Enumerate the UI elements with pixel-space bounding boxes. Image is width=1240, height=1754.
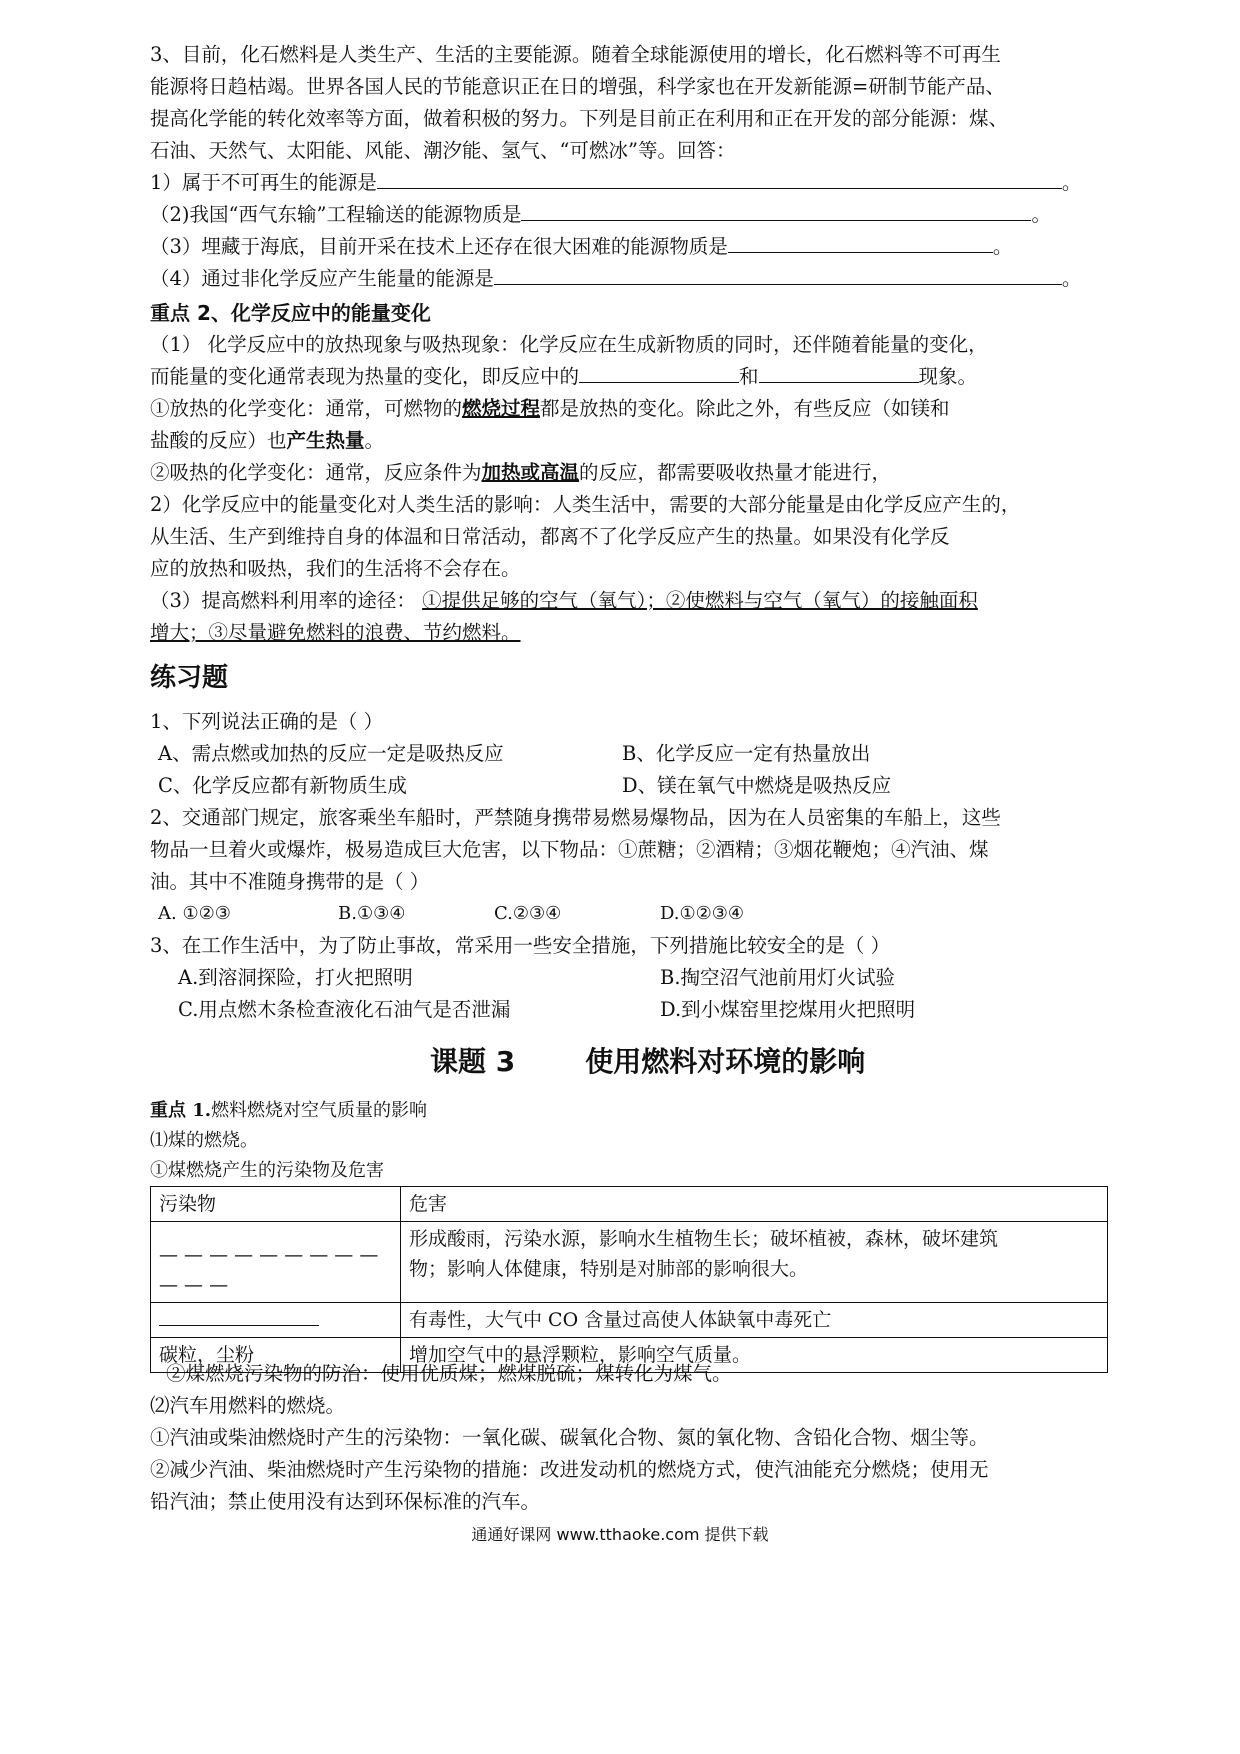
method-3: 增大；③尽量避免燃料的浪费、节约燃料。 xyxy=(150,621,521,644)
answer-blank[interactable] xyxy=(494,264,1062,285)
keyword-heat: 产生热量 xyxy=(286,429,365,452)
answer-blank[interactable] xyxy=(377,168,1062,189)
focus1-text: 燃料燃烧对空气质量的影响 xyxy=(211,1100,428,1121)
focus2-p2-line-2: 从生活、生产到维持自身的体温和日常活动，都离不了化学反应产生的热量。如果没有化学反 xyxy=(150,525,950,548)
exercise-q3: 3、在工作生活中，为了防止事故，常采用一些安全措施，下列措施比较安全的是（ ） xyxy=(150,934,891,957)
harm-text: 物；影响人体健康，特别是对肺部的影响很大。 xyxy=(409,1258,809,1280)
car-pollutants: ①汽油或柴油燃烧时产生的污染物：一氧化碳、碳氧化合物、氮的氧化物、含铅化合物、烟尘等。 xyxy=(150,1426,989,1449)
text-segment: 和 xyxy=(739,365,759,388)
header-pollutant: 污染物 xyxy=(151,1187,401,1222)
table-row xyxy=(151,1303,1108,1338)
exercise-q1: 1、下列说法正确的是（ ） xyxy=(150,710,384,733)
text-segment: 现象。 xyxy=(918,365,978,388)
text-segment: 的反应，都需要吸收热量才能进行， xyxy=(579,461,892,484)
focus2-p3-line-2 xyxy=(150,618,521,648)
q2-option-d[interactable]: D.①②③④ xyxy=(660,903,745,924)
q3-option-d[interactable]: D.到小煤窑里挖煤用火把照明 xyxy=(660,998,916,1021)
page-footer: 通通好课网 www.tthaoke.com 提供下载 xyxy=(471,1525,769,1544)
q3-intro-line-1: 3、目前，化石燃料是人类生产、生活的主要能源。随着全球能源使用的增长，化石燃料等不可再生 xyxy=(150,43,1001,66)
harm-cell: 增加空气中的悬浮颗粒，影响空气质量。 xyxy=(401,1338,1108,1373)
header-harm: 危害 xyxy=(401,1187,1108,1222)
q2-option-a[interactable]: A. ①②③ xyxy=(158,903,231,924)
q3-item-4-text: （4）通过非化学反应产生能量的能源是 xyxy=(150,267,494,290)
table-header-row xyxy=(151,1187,1108,1222)
focus2-p1-line-2 xyxy=(150,362,977,392)
pollutant-cell[interactable] xyxy=(151,1303,401,1338)
pollutant-cell[interactable]: — — — — — — — — — — — — xyxy=(151,1222,401,1303)
answer-blank[interactable] xyxy=(521,200,1031,221)
q3-intro-line-4: 石油、天然气、太阳能、风能、潮汐能、氢气、“可燃冰”等。回答： xyxy=(150,139,736,162)
coal-combustion: ⑴煤的燃烧。 xyxy=(150,1130,258,1151)
answer-blank[interactable] xyxy=(759,362,919,383)
q3-item-1 xyxy=(150,168,1081,198)
car-measures-line-2: 铅汽油；禁止使用没有达到环保标准的汽车。 xyxy=(150,1490,541,1513)
pollutant-cell: 碳粒，尘粉 xyxy=(151,1338,401,1373)
lesson-number: 课题 3 xyxy=(430,1045,516,1078)
q3-intro-line-3: 提高化学能的转化效率等方面，做着积极的努力。下列是目前正在利用和正在开发的部分能源：煤、 xyxy=(150,107,1009,130)
q3-option-b[interactable]: B.掏空沼气池前用灯火试验 xyxy=(660,966,896,989)
lesson-name: 使用燃料对环境的影响 xyxy=(585,1045,866,1078)
focus2-heading: 重点 2、化学反应中的能量变化 xyxy=(150,301,431,325)
focus1-label: 重点 1. xyxy=(150,1100,212,1121)
q3-item-2 xyxy=(150,200,1051,230)
period: 。 xyxy=(1031,203,1051,226)
q3-option-c[interactable]: C.用点燃木条检查液化石油气是否泄漏 xyxy=(178,998,511,1021)
coal-prevention: ②煤燃烧污染物的防治：使用优质煤；燃煤脱硫；煤转化为煤气。 xyxy=(166,1362,732,1385)
table-row xyxy=(151,1222,1108,1303)
answer-blank[interactable] xyxy=(579,362,739,383)
car-measures-line-1: ②减少汽油、柴油燃烧时产生污染物的措施：改进发动机的燃烧方式，使汽油能充分燃烧；使用无 xyxy=(150,1458,989,1481)
q1-option-b[interactable]: B、化学反应一定有热量放出 xyxy=(622,742,871,765)
exothermic-line-1 xyxy=(150,394,950,424)
q3-item-3 xyxy=(150,232,1012,262)
exercise-q2-line-1: 2、交通部门规定，旅客乘坐车船时，严禁随身携带易燃易爆物品，因为在人员密集的车船上，这些 xyxy=(150,806,1001,829)
method-1: ①提供足够的空气（氧气）； xyxy=(422,589,666,612)
harm-text: 形成酸雨，污染水源，影响水生植物生长；破坏植被，森林，破坏建筑 xyxy=(409,1228,999,1250)
exothermic-line-2 xyxy=(150,426,384,456)
keyword-heating: 加热或高温 xyxy=(481,461,580,484)
q3-item-1-text: 1）属于不可再生的能源是 xyxy=(150,171,377,194)
text-segment: 都是放热的变化。除此之外，有些反应（如镁和 xyxy=(540,397,950,420)
keyword-combustion: 燃烧过程 xyxy=(462,397,541,420)
text-segment: （3）提高燃料利用率的途径： xyxy=(150,589,423,612)
answer-blank[interactable] xyxy=(159,1305,319,1326)
q2-option-c[interactable]: C.②③④ xyxy=(494,903,562,924)
harm-cell: 有毒性，大气中 CO 含量过高使人体缺氧中毒死亡 xyxy=(401,1303,1108,1338)
q1-option-a[interactable]: A、需点燃或加热的反应一定是吸热反应 xyxy=(158,742,504,765)
text-segment: 而能量的变化通常表现为热量的变化，即反应中的 xyxy=(150,365,580,388)
q3-option-a[interactable]: A.到溶洞探险，打火把照明 xyxy=(178,966,413,989)
text-segment: ①放热的化学变化：通常，可燃物的 xyxy=(150,397,463,420)
focus2-p3-line-1 xyxy=(150,586,978,616)
coal-pollutants-heading: ①煤燃烧产生的污染物及危害 xyxy=(150,1160,384,1181)
exercises-heading: 练习题 xyxy=(150,663,229,693)
method-2: ②使燃料与空气（氧气）的接触面积 xyxy=(665,589,978,612)
period: 。 xyxy=(992,235,1013,258)
period: 。 xyxy=(1061,267,1082,290)
focus2-p2-line-3: 应的放热和吸热，我们的生活将不会存在。 xyxy=(150,557,521,580)
period: 。 xyxy=(1061,171,1082,194)
exercise-q2-line-3: 油。其中不准随身携带的是（ ） xyxy=(150,870,430,893)
q2-option-b[interactable]: B.①③④ xyxy=(338,903,406,924)
focus2-p2-line-1: 2）化学反应中的能量变化对人类生活的影响：人类生活中，需要的大部分能量是由化学反应产生的， xyxy=(150,493,1021,516)
pollutant-table xyxy=(150,1186,1108,1373)
q3-item-3-text: （3）埋藏于海底，目前开采在技术上还存在很大困难的能源物质是 xyxy=(150,235,728,258)
text-segment: 盐酸的反应）也 xyxy=(150,429,287,452)
q1-option-d[interactable]: D、镁在氧气中燃烧是吸热反应 xyxy=(622,774,892,797)
answer-blank[interactable] xyxy=(728,232,993,253)
exercise-q2-line-2: 物品一旦着火或爆炸，极易造成巨大危害，以下物品：①蔗糖；②酒精；③烟花鞭炮；④汽油、煤 xyxy=(150,838,989,861)
car-fuel-heading: ⑵汽车用燃料的燃烧。 xyxy=(150,1394,346,1417)
focus1-heading xyxy=(150,1096,427,1126)
q3-intro-line-2: 能源将日趋枯竭。世界各国人民的节能意识正在日的增强，科学家也在开发新能源=研制节能产品、 xyxy=(150,75,1005,98)
q1-option-c[interactable]: C、化学反应都有新物质生成 xyxy=(158,774,407,797)
q3-item-4 xyxy=(150,264,1081,294)
lesson3-title xyxy=(430,1040,865,1080)
text-segment: ②吸热的化学变化：通常，反应条件为 xyxy=(150,461,482,484)
q3-item-2-text: （2)我国“西气东输”工程输送的能源物质是 xyxy=(150,203,522,226)
focus2-p1-line-1: （1） 化学反应中的放热现象与吸热现象：化学反应在生成新物质的同时，还伴随着能量的变化， xyxy=(150,333,988,356)
text-segment: 。 xyxy=(364,429,385,452)
harm-cell xyxy=(401,1222,1108,1303)
endothermic-line xyxy=(150,458,891,488)
